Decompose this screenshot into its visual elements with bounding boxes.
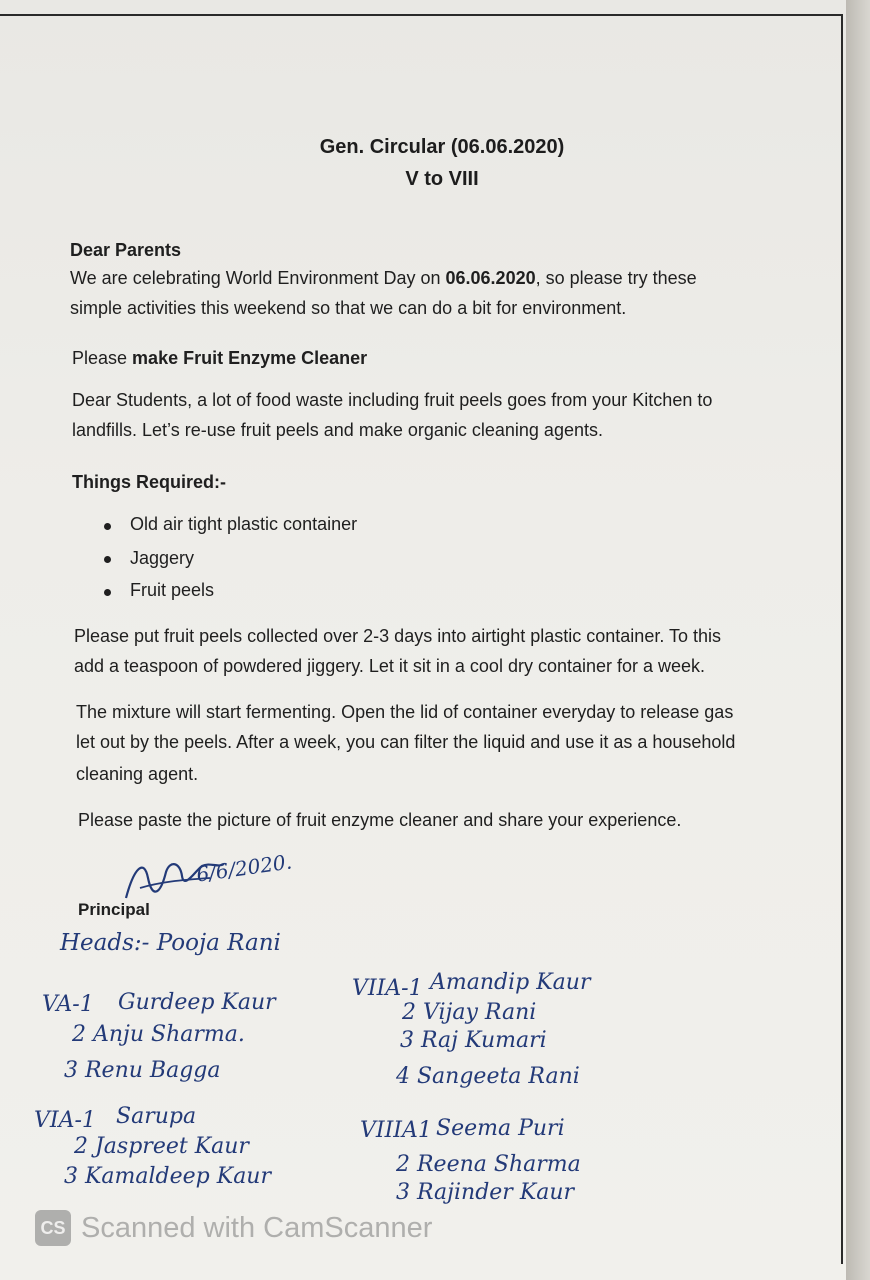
signature-date: 6/6/2020.: [194, 849, 294, 887]
handwritten-name: 2 Vijay Rani: [402, 1000, 537, 1025]
intro-line-1: [70, 262, 697, 294]
things-heading: Things Required:-: [72, 472, 226, 492]
para2-line-3: cleaning agent.: [76, 764, 199, 784]
para2-line-1: The mixture will start fermenting. Open the lid of container everyday to release gas: [76, 702, 734, 722]
intro-text-a: We are celebrating World Environment Day on: [70, 268, 446, 288]
via-section: VIA-1: [34, 1108, 96, 1133]
students-line-2: landfills. Let’s re-use fruit peels and make organic cleaning agents.: [72, 420, 603, 440]
para1-line-2: add a teaspoon of powdered jiggery. Let it sit in a cool dry container for a week.: [74, 656, 706, 676]
salutation: Dear Parents: [70, 240, 182, 260]
handwritten-name: 2 Reena Sharma: [396, 1152, 581, 1177]
handwritten-name: 4 Sangeeta Rani: [396, 1064, 580, 1089]
list-item: Old air tight plastic container: [130, 514, 358, 534]
make-line: [72, 342, 367, 374]
list-item: Jaggery: [130, 548, 195, 568]
list-item: Fruit peels: [130, 580, 215, 600]
camscanner-logo-icon: CS: [35, 1210, 71, 1246]
bullet-icon: [104, 589, 111, 596]
bullet-icon: [104, 523, 111, 530]
camscanner-watermark: [35, 1210, 432, 1246]
intro-text-b: , so please try these: [535, 268, 697, 288]
circular-title: Gen. Circular (06.06.2020): [319, 136, 565, 158]
make-title: make Fruit Enzyme Cleaner: [132, 348, 368, 368]
circular-classes: V to VIII: [405, 168, 479, 190]
handwritten-name: 2 Jaspreet Kaur: [74, 1134, 249, 1159]
handwritten-name: 3 Raj Kumari: [400, 1028, 547, 1053]
viiia-section: VIIIA1: [360, 1118, 432, 1143]
viia-section: VIIA-1: [352, 976, 423, 1001]
intro-date: 06.06.2020: [445, 268, 536, 288]
heads-line: Heads:- Pooja Rani: [60, 930, 281, 956]
para2-line-2: let out by the peels. After a week, you can filter the liquid and use it as a household: [76, 732, 736, 752]
handwritten-name: Amandip Kaur: [430, 970, 591, 995]
handwritten-name: 2 Anju Sharma.: [72, 1022, 245, 1047]
handwritten-name: Gurdeep Kaur: [118, 990, 276, 1015]
handwritten-name: Seema Puri: [436, 1116, 565, 1141]
handwritten-name: 3 Kamaldeep Kaur: [64, 1164, 271, 1189]
closing-line: Please paste the picture of fruit enzyme cleaner and share your experience.: [78, 810, 682, 830]
make-prefix: Please: [72, 348, 133, 368]
watermark-text: Scanned with CamScanner: [81, 1211, 433, 1244]
handwritten-name: 3 Rajinder Kaur: [396, 1180, 575, 1205]
intro-line-2: simple activities this weekend so that we can do a bit for environment.: [70, 298, 627, 318]
students-line-1: Dear Students, a lot of food waste including fruit peels goes from your Kitchen to: [72, 390, 713, 410]
handwritten-name: Sarupa: [116, 1104, 197, 1129]
para1-line-1: Please put fruit peels collected over 2-3 days into airtight plastic container. To this: [74, 626, 722, 646]
paper-edge: [846, 0, 870, 1280]
bullet-icon: [104, 556, 111, 563]
handwritten-name: 3 Renu Bagga: [64, 1058, 221, 1083]
va-section: VA-1: [42, 992, 94, 1017]
principal-label: Principal: [78, 900, 150, 919]
